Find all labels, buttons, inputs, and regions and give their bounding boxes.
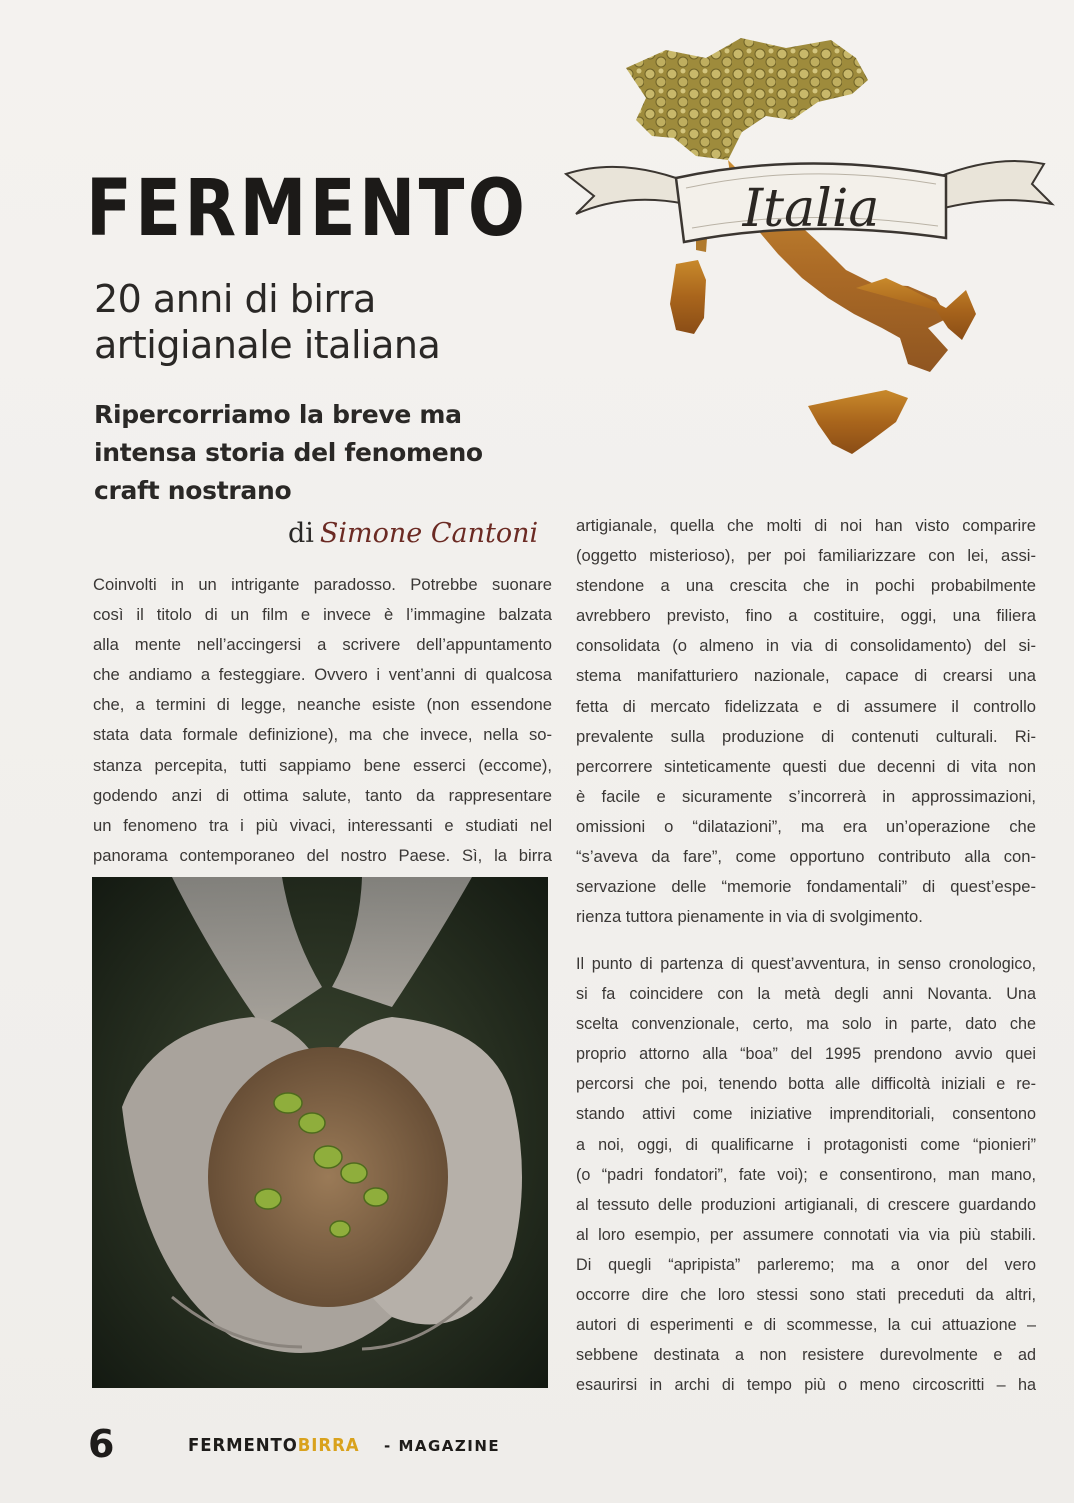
text-line: prevalente sulla produzione di contenuti culturali. Ri- <box>576 726 1036 746</box>
text-line: a noi, oggi, di qualificarne i protagonisti come “pionieri” <box>576 1135 1036 1154</box>
subhead-line: Ripercorriamo la breve ma <box>94 400 462 429</box>
text-line: fetta di mercato fidelizzata e di assumere il controllo <box>576 696 1036 716</box>
text-line: (o “padri fondatori”, fate voi); e consentirono, man mano, <box>576 1165 1036 1184</box>
byline <box>288 518 538 549</box>
text-line: stendone a una crescita che in pochi probabilmente <box>576 576 1036 596</box>
text-line: panorama contemporaneo del nostro Paese. Sì, la birra <box>93 845 552 865</box>
text-line: scelta convenzionale, certo, ma solo in parte, dato che <box>576 1015 1036 1034</box>
text-line: omissioni o “dilatazioni”, ma era un’operazione che <box>576 816 1036 836</box>
text-line: stema manifatturiero nazionale, capace di crearsi una <box>576 666 1036 686</box>
text-line: percorsi che poi, tenendo botta alle difficoltà iniziali e re- <box>576 1075 1036 1094</box>
italy-map-illustration <box>556 28 1056 488</box>
text-line: un fenomeno tra i più vivaci, interessanti e studiati nel <box>93 815 552 835</box>
text-line: rienza tuttora pienamente in via di svolgimento. <box>576 907 923 927</box>
footer-brand <box>188 1435 359 1456</box>
text-line: così il titolo di un film e invece è l’immagine balzata <box>93 605 552 625</box>
text-line: al loro esempio, per assumere connotati via via più stabili. <box>576 1225 1036 1244</box>
footer-brand-part-a: FERMENTO <box>188 1435 298 1456</box>
byline-prefix: di <box>288 518 314 549</box>
text-line: “s’aveva da fare”, come opportuno contributo alla con- <box>576 847 1036 867</box>
text-line: percorrere sinteticamente questi due decenni di vita non <box>576 756 1036 776</box>
banner-label: Italia <box>742 179 880 239</box>
text-line: artigianale, quella che molti di noi han visto comparire <box>576 516 1036 535</box>
map-north-region <box>626 38 868 160</box>
headline-line: 20 anni di birra <box>94 277 376 321</box>
text-line: alla mente nell’accingersi a scrivere dell’appuntamento <box>93 635 552 655</box>
text-line: godendo anzi di ottima salute, tanto da rappresentare <box>93 785 552 805</box>
map-sicily <box>808 390 908 454</box>
text-line: al tessuto delle produzioni artigianali, di crescere guardando <box>576 1195 1036 1214</box>
text-line: Di quegli “apripista” parleremo; ma a onor del vero <box>576 1255 1036 1274</box>
map-sardinia <box>670 260 706 334</box>
text-line: avrebbero previsto, fino a costituire, oggi, una filiera <box>576 606 1036 626</box>
headline-line: artigianale italiana <box>94 323 441 367</box>
text-line: (oggetto misterioso), per poi familiarizzare con lei, assi- <box>576 546 1036 566</box>
article-column-right <box>576 511 1036 932</box>
text-line: stanza percepita, tutti sappiamo bene esserci (eccome), <box>93 755 552 775</box>
text-line: autori di esperimenti e di scommesse, la cui attuazione – <box>576 1316 1036 1335</box>
hands-soil-hops-photo <box>92 877 548 1388</box>
subhead-line: intensa storia del fenomeno <box>94 438 483 467</box>
article-subheading <box>94 396 554 510</box>
text-line: che andiamo a festeggiare. Ovvero i vent’anni di qualcosa <box>93 665 552 685</box>
text-line: proprio attorno alla “boa” del 1995 prendono avvio quei <box>576 1045 1036 1064</box>
text-line: esaurirsi in archi di tempo più o meno circoscritti – ha <box>576 1376 1036 1395</box>
text-line: servazione delle “memorie fondamentali” di quest’espe- <box>576 877 1036 897</box>
brand-title: FERMENTO <box>86 164 529 254</box>
text-line: consolidata (o almeno in via di consolidamento) del si- <box>576 636 1036 656</box>
text-line: sebbene destinata a non resistere durevolmente e ad <box>576 1346 1036 1365</box>
page-number: 6 <box>88 1422 115 1466</box>
text-line: stando attivi come iniziative imprenditoriali, consentono <box>576 1105 1036 1124</box>
article-column-right-continued <box>576 949 1036 1400</box>
author-name: Simone Cantoni <box>319 518 539 549</box>
text-line: stata data formale definizione), ma che invece, nella so- <box>93 725 552 745</box>
text-line: è facile e sicuramente s’incorrerà in approssimazioni, <box>576 786 1036 806</box>
footer-magazine-label: - MAGAZINE <box>384 1437 501 1455</box>
footer-brand-part-b: BIRRA <box>297 1435 360 1456</box>
text-line: che, a termini di legge, neanche esiste (non essendone <box>93 695 552 715</box>
article-column-left <box>93 570 552 871</box>
article-headline <box>94 276 564 368</box>
text-line: si fa coincidere con la metà degli anni Novanta. Una <box>576 985 1036 1004</box>
subhead-line: craft nostrano <box>94 476 292 505</box>
text-line: Il punto di partenza di quest’avventura, in senso cronologico, <box>576 955 1036 973</box>
text-line: Coinvolti in un intrigante paradosso. Potrebbe suonare <box>93 575 552 594</box>
text-line: occorre dire che loro stessi sono stati preceduti da altri, <box>576 1286 1036 1305</box>
page-footer <box>88 1422 688 1466</box>
